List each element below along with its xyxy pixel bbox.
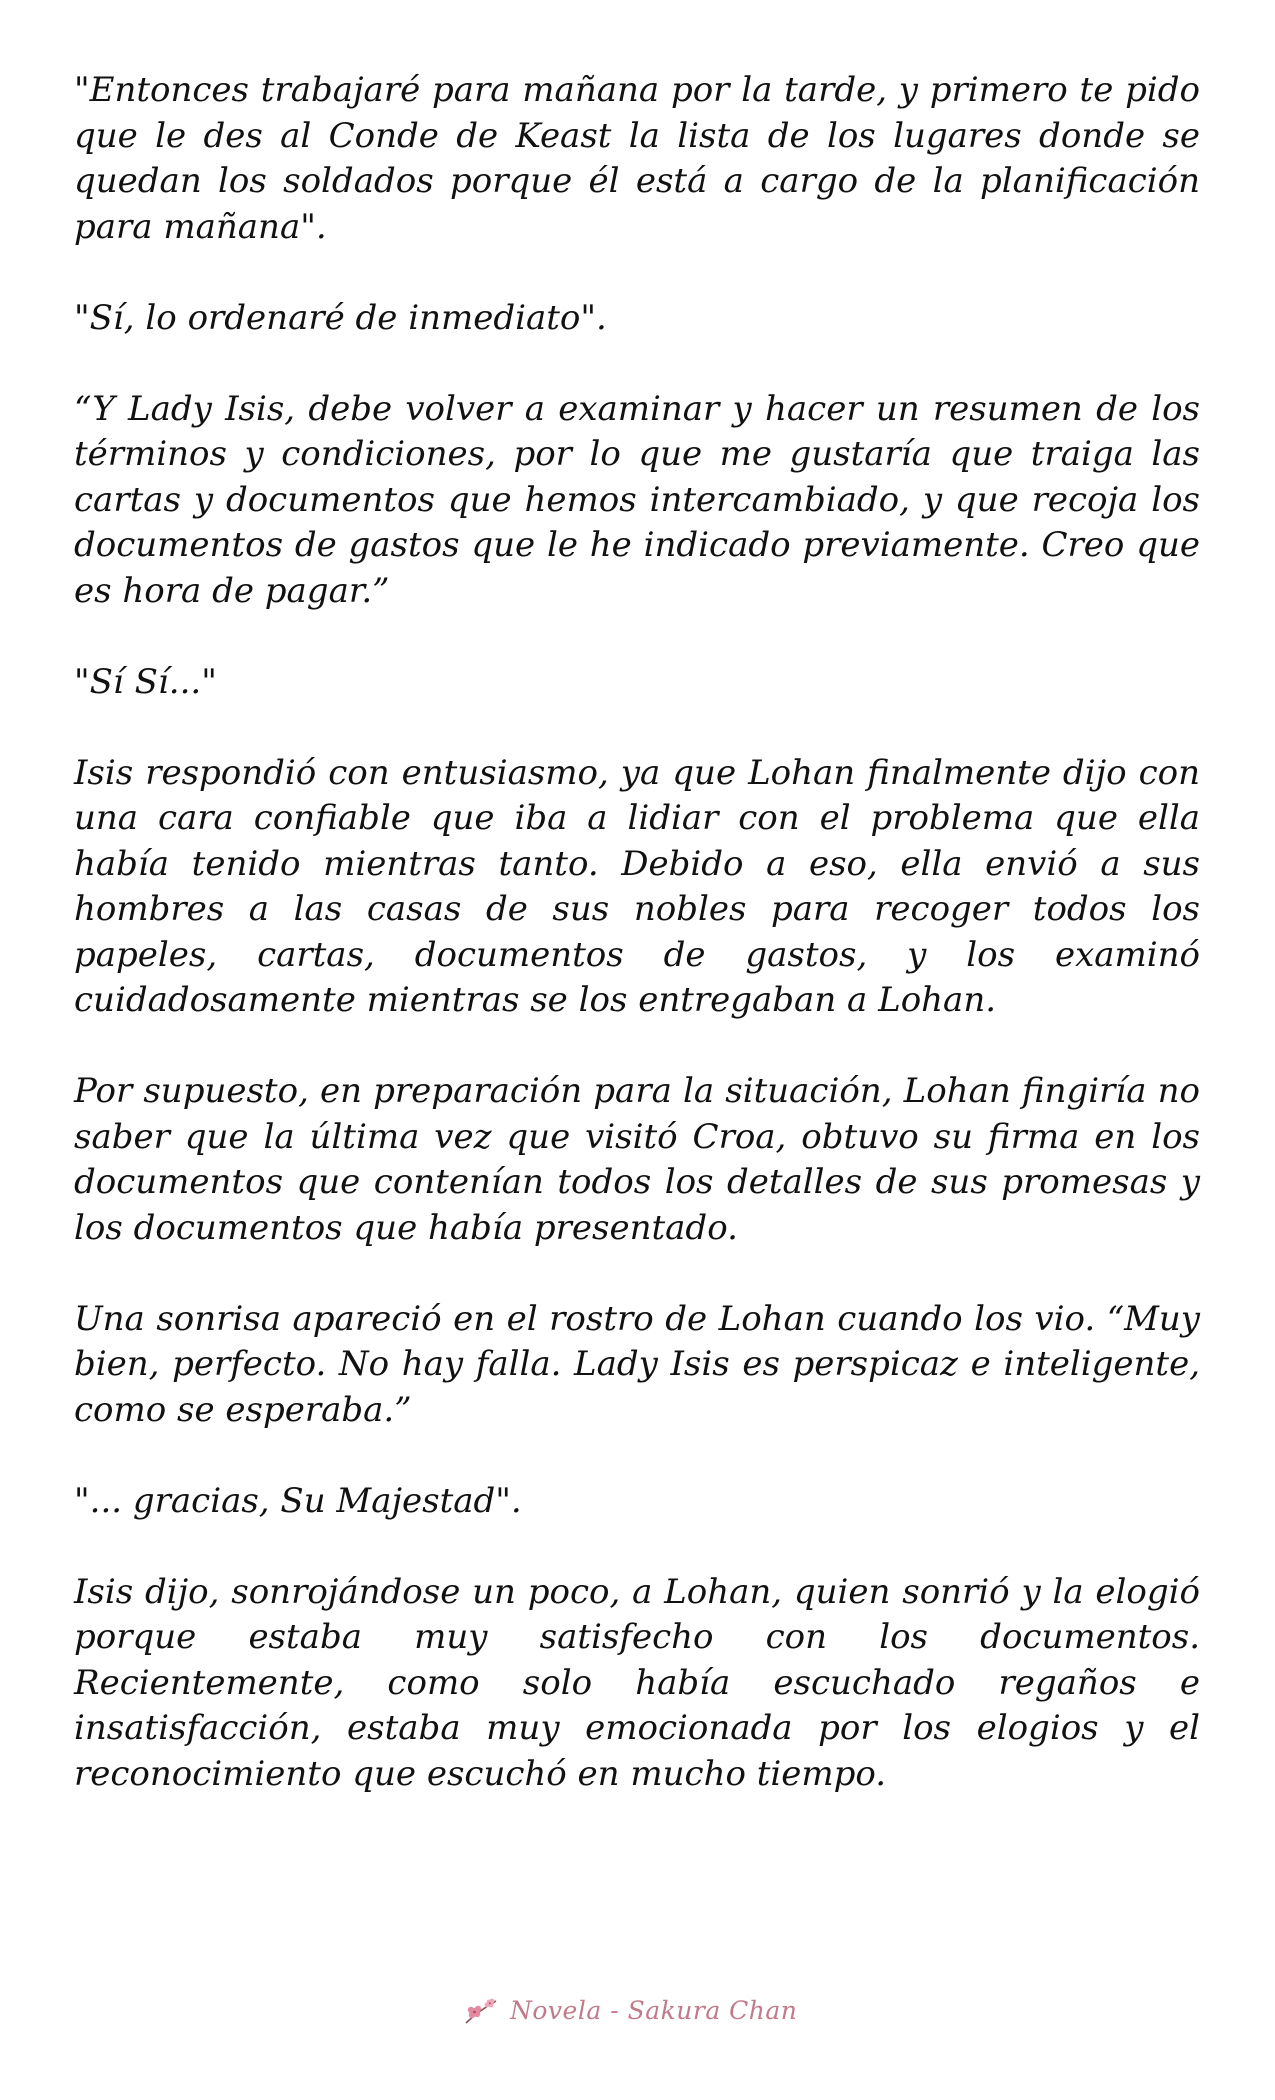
paragraph-6: Por supuesto, en preparación para la situación, Lohan fingiría no saber que la última vez que visitó Croa, obtuvo su firma en los documentos que contenían todos los detalles de sus promesas y los documentos que había presentado. (74, 1071, 1200, 1248)
paragraph-2: "Sí, lo ordenaré de inmediato". (74, 297, 607, 338)
paragraph-7: Una sonrisa apareció en el rostro de Lohan cuando los vio. “Muy bien, perfecto. No hay falla. Lady Isis es perspicaz e inteligente, como se esperaba.” (74, 1298, 1200, 1430)
document-body (74, 68, 1200, 1797)
watermark-text: Novela - Sakura Chan (510, 1995, 798, 2025)
paragraph-9: Isis dijo, sonrojándose un poco, a Lohan, quien sonrió y la elogió porque estaba muy satisfecho con los documentos. Recientemente, como solo había escuchado regaños e insatisfacción, estaba muy emocionada por los elogios y el reconocimiento que escuchó en mucho tiempo. (74, 1571, 1200, 1794)
paragraph-5: Isis respondió con entusiasmo, ya que Lohan finalmente dijo con una cara confiable que iba a lidiar con el problema que ella había tenido mientras tanto. Debido a eso, ella envió a sus hombres a las casas de sus nobles para recoger todos los papeles, cartas, documentos de gastos, y los examinó cuidadosamente mientras se los entregaban a Lohan. (74, 752, 1200, 1020)
paragraph-4: "Sí Sí..." (74, 661, 217, 702)
watermark (462, 1988, 832, 2032)
paragraph-1: "Entonces trabajaré para mañana por la tarde, y primero te pido que le des al Conde de Keast la lista de los lugares donde se quedan los soldados porque él está a cargo de la planificación para mañana". (74, 70, 1200, 247)
paragraph-3: “Y Lady Isis, debe volver a examinar y hacer un resumen de los términos y condiciones, por lo que me gustaría que traiga las cartas y documentos que hemos intercambiado, y que recoja los documentos de gastos que le he indicado previamente. Creo que es hora de pagar.” (74, 388, 1200, 611)
paragraph-8: "... gracias, Su Majestad". (74, 1480, 522, 1521)
cherry-blossom-icon (462, 1993, 502, 2027)
